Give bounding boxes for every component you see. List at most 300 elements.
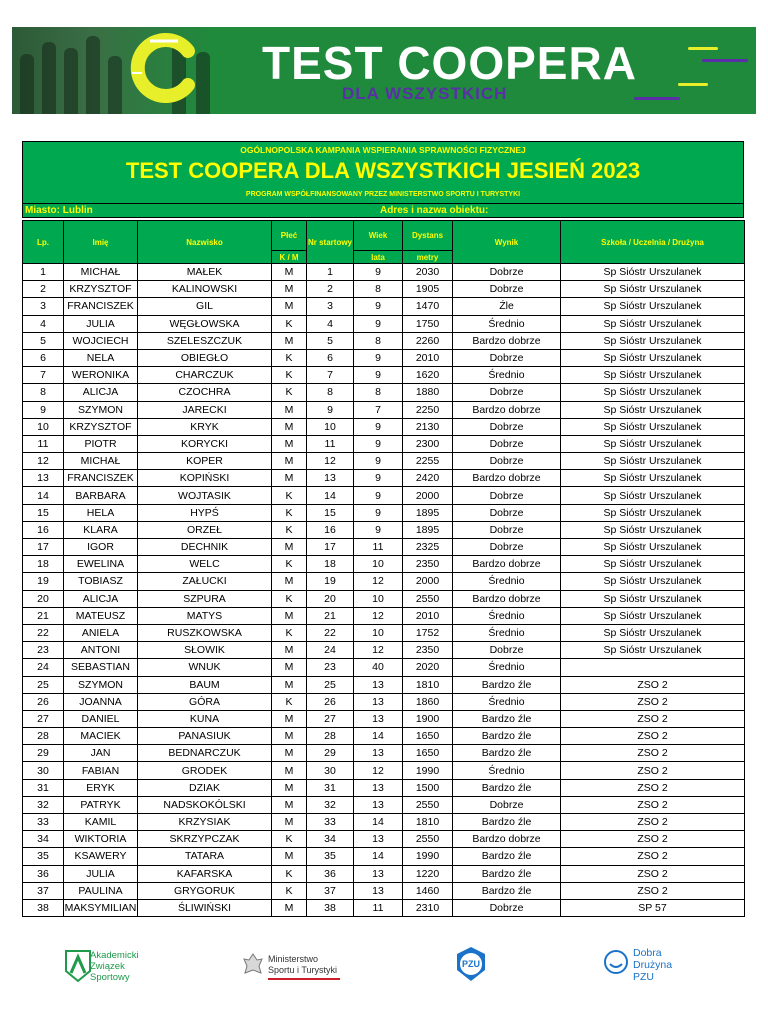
cell-wiek: 13 — [354, 693, 403, 710]
cell-imie: FRANCISZEK — [64, 470, 138, 487]
cell-lp: 2 — [23, 281, 64, 298]
cell-lp: 21 — [23, 607, 64, 624]
cell-imie: NELA — [64, 349, 138, 366]
cell-lp: 37 — [23, 882, 64, 899]
table-row — [23, 676, 745, 693]
cell-szkola: ZSO 2 — [561, 831, 745, 848]
cell-wynik: Dobrze — [453, 349, 561, 366]
cell-dystans: 1895 — [403, 504, 453, 521]
cell-plec: M — [272, 401, 307, 418]
cell-nr: 4 — [307, 315, 354, 332]
cell-dystans: 2250 — [403, 401, 453, 418]
eagle-emblem-icon — [242, 951, 264, 979]
cell-wiek: 8 — [354, 281, 403, 298]
cell-dystans: 2550 — [403, 831, 453, 848]
cell-nr: 20 — [307, 590, 354, 607]
cell-wiek: 13 — [354, 676, 403, 693]
table-row — [23, 590, 745, 607]
cell-wynik: Średnio — [453, 573, 561, 590]
cell-dystans: 2010 — [403, 349, 453, 366]
cell-wynik: Średnio — [453, 624, 561, 641]
cell-wynik: Bardzo dobrze — [453, 831, 561, 848]
col-header-wiek: Wiek — [354, 221, 403, 251]
cell-nazwisko: KOPER — [138, 453, 272, 470]
cell-plec: M — [272, 779, 307, 796]
cell-nr: 27 — [307, 710, 354, 727]
cell-lp: 33 — [23, 814, 64, 831]
cell-imie: SZYMON — [64, 401, 138, 418]
cell-wiek: 13 — [354, 710, 403, 727]
cell-nazwisko: OBIEGŁO — [138, 349, 272, 366]
cell-wiek: 9 — [354, 487, 403, 504]
cell-plec: K — [272, 624, 307, 641]
table-row — [23, 264, 745, 281]
cell-wynik: Bardzo źle — [453, 865, 561, 882]
cell-nr: 38 — [307, 899, 354, 916]
cell-plec: K — [272, 367, 307, 384]
cell-plec: M — [272, 710, 307, 727]
cell-wynik: Dobrze — [453, 264, 561, 281]
cell-plec: M — [272, 745, 307, 762]
dobra-line-1: Dobra — [633, 947, 662, 959]
table-row — [23, 762, 745, 779]
cell-wiek: 9 — [354, 521, 403, 538]
cell-wynik: Dobrze — [453, 418, 561, 435]
cell-imie: ANTONI — [64, 642, 138, 659]
cell-dystans: 1460 — [403, 882, 453, 899]
cell-imie: ALICJA — [64, 384, 138, 401]
cell-nr: 5 — [307, 332, 354, 349]
cell-imie: PAULINA — [64, 882, 138, 899]
cell-nr: 22 — [307, 624, 354, 641]
cell-szkola: Sp Sióstr Urszulanek — [561, 315, 745, 332]
azs-emblem-icon — [64, 949, 92, 983]
cell-imie: KRZYSZTOF — [64, 281, 138, 298]
cell-szkola: ZSO 2 — [561, 848, 745, 865]
cell-wiek: 13 — [354, 796, 403, 813]
table-row — [23, 624, 745, 641]
cell-lp: 20 — [23, 590, 64, 607]
cell-nr: 2 — [307, 281, 354, 298]
col-unit-wiek: lata — [354, 251, 403, 264]
cell-szkola: ZSO 2 — [561, 865, 745, 882]
cell-wiek: 40 — [354, 659, 403, 676]
cell-plec: M — [272, 418, 307, 435]
cell-szkola: SP 57 — [561, 899, 745, 916]
cell-nazwisko: WNUK — [138, 659, 272, 676]
table-row — [23, 401, 745, 418]
table-row — [23, 728, 745, 745]
cell-wiek: 11 — [354, 899, 403, 916]
cell-plec: K — [272, 882, 307, 899]
table-row — [23, 659, 745, 676]
cell-wiek: 9 — [354, 435, 403, 452]
cell-dystans: 2020 — [403, 659, 453, 676]
cell-dystans: 1810 — [403, 676, 453, 693]
cell-szkola — [561, 659, 745, 676]
cell-wiek: 12 — [354, 607, 403, 624]
cell-plec: M — [272, 676, 307, 693]
cell-wiek: 7 — [354, 401, 403, 418]
cell-imie: FABIAN — [64, 762, 138, 779]
cell-nazwisko: DECHNIK — [138, 539, 272, 556]
cell-wiek: 9 — [354, 504, 403, 521]
cell-lp: 19 — [23, 573, 64, 590]
table-row — [23, 470, 745, 487]
table-row — [23, 418, 745, 435]
cell-plec: M — [272, 281, 307, 298]
cell-plec: K — [272, 556, 307, 573]
cell-dystans: 2130 — [403, 418, 453, 435]
cell-nazwisko: KRYK — [138, 418, 272, 435]
document-header — [22, 141, 744, 204]
cell-dystans: 1220 — [403, 865, 453, 882]
cell-imie: EWELINA — [64, 556, 138, 573]
cell-szkola: Sp Sióstr Urszulanek — [561, 435, 745, 452]
cell-imie: PIOTR — [64, 435, 138, 452]
cell-dystans: 1990 — [403, 848, 453, 865]
col-unit-dystans: metry — [403, 251, 453, 264]
cell-nr: 35 — [307, 848, 354, 865]
cell-plec: K — [272, 504, 307, 521]
cell-dystans: 2550 — [403, 796, 453, 813]
cell-dystans: 2000 — [403, 487, 453, 504]
header-banner — [12, 27, 756, 114]
cell-imie: JULIA — [64, 865, 138, 882]
cell-plec: M — [272, 607, 307, 624]
banner-title: TEST COOPERA — [262, 37, 637, 89]
cell-dystans: 1650 — [403, 745, 453, 762]
cell-lp: 25 — [23, 676, 64, 693]
cell-imie: KRZYSZTOF — [64, 418, 138, 435]
cell-nr: 32 — [307, 796, 354, 813]
cell-lp: 13 — [23, 470, 64, 487]
cell-nr: 9 — [307, 401, 354, 418]
cell-dystans: 1650 — [403, 728, 453, 745]
cell-nr: 8 — [307, 384, 354, 401]
cell-nazwisko: GRODEK — [138, 762, 272, 779]
cell-szkola: Sp Sióstr Urszulanek — [561, 264, 745, 281]
cell-wynik: Średnio — [453, 607, 561, 624]
cell-szkola: Sp Sióstr Urszulanek — [561, 332, 745, 349]
table-row — [23, 710, 745, 727]
cell-szkola: Sp Sióstr Urszulanek — [561, 384, 745, 401]
cell-dystans: 1900 — [403, 710, 453, 727]
ministry-line-2: Sportu i Turystyki — [268, 965, 338, 975]
cell-szkola: Sp Sióstr Urszulanek — [561, 590, 745, 607]
col-header-nazwisko: Nazwisko — [138, 221, 272, 264]
cell-szkola: Sp Sióstr Urszulanek — [561, 539, 745, 556]
cell-imie: ANIELA — [64, 624, 138, 641]
cell-lp: 26 — [23, 693, 64, 710]
cell-imie: PATRYK — [64, 796, 138, 813]
table-row — [23, 298, 745, 315]
cell-lp: 1 — [23, 264, 64, 281]
cell-szkola: ZSO 2 — [561, 796, 745, 813]
campaign-text: OGÓLNOPOLSKA KAMPANIA WSPIERANIA SPRAWNOŚCI FIZYCZNEJ — [240, 145, 526, 155]
cell-dystans: 1880 — [403, 384, 453, 401]
cell-plec: M — [272, 848, 307, 865]
decor-line — [702, 59, 748, 62]
cell-plec: M — [272, 762, 307, 779]
table-row — [23, 453, 745, 470]
smile-icon — [603, 949, 629, 975]
cell-wynik: Bardzo źle — [453, 814, 561, 831]
cell-wynik: Bardzo źle — [453, 710, 561, 727]
cell-lp: 11 — [23, 435, 64, 452]
cell-dystans: 2300 — [403, 435, 453, 452]
cell-wynik: Bardzo źle — [453, 779, 561, 796]
cell-nazwisko: KAFARSKA — [138, 865, 272, 882]
cell-lp: 12 — [23, 453, 64, 470]
cell-nazwisko: DZIAK — [138, 779, 272, 796]
cell-szkola: Sp Sióstr Urszulanek — [561, 470, 745, 487]
cell-lp: 5 — [23, 332, 64, 349]
cell-plec: K — [272, 349, 307, 366]
col-header-lp: Lp. — [23, 221, 64, 264]
table-row — [23, 487, 745, 504]
cell-imie: IGOR — [64, 539, 138, 556]
ministry-line-1: Ministerstwo — [268, 954, 319, 964]
pzu-logo — [452, 945, 492, 985]
cell-szkola: Sp Sióstr Urszulanek — [561, 367, 745, 384]
cell-nazwisko: MAŁEK — [138, 264, 272, 281]
cell-wynik: Bardzo źle — [453, 728, 561, 745]
cell-wiek: 10 — [354, 590, 403, 607]
cell-lp: 27 — [23, 710, 64, 727]
cell-lp: 15 — [23, 504, 64, 521]
table-row — [23, 865, 745, 882]
cell-wynik: Dobrze — [453, 539, 561, 556]
cell-plec: M — [272, 453, 307, 470]
cell-plec: M — [272, 298, 307, 315]
col-header-imie: Imię — [64, 221, 138, 264]
cell-dystans: 1752 — [403, 624, 453, 641]
cell-dystans: 2350 — [403, 642, 453, 659]
cell-lp: 23 — [23, 642, 64, 659]
cell-nr: 10 — [307, 418, 354, 435]
cell-wynik: Średnio — [453, 367, 561, 384]
cell-plec: M — [272, 728, 307, 745]
cell-nazwisko: RUSZKOWSKA — [138, 624, 272, 641]
cell-nr: 21 — [307, 607, 354, 624]
cell-dystans: 2550 — [403, 590, 453, 607]
cell-wynik: Dobrze — [453, 453, 561, 470]
table-row — [23, 796, 745, 813]
cell-plec: M — [272, 796, 307, 813]
cell-nr: 15 — [307, 504, 354, 521]
cell-nr: 12 — [307, 453, 354, 470]
cell-nazwisko: PANASIUK — [138, 728, 272, 745]
cell-nr: 11 — [307, 435, 354, 452]
c-logo-icon — [130, 33, 200, 103]
cell-szkola: Sp Sióstr Urszulanek — [561, 298, 745, 315]
cell-nazwisko: KALINOWSKI — [138, 281, 272, 298]
table-row — [23, 504, 745, 521]
cell-wynik: Dobrze — [453, 521, 561, 538]
cell-plec: M — [272, 539, 307, 556]
cell-imie: TOBIASZ — [64, 573, 138, 590]
cell-szkola: ZSO 2 — [561, 676, 745, 693]
cell-wynik: Bardzo dobrze — [453, 332, 561, 349]
cell-nazwisko: GÓRA — [138, 693, 272, 710]
cell-wynik: Bardzo źle — [453, 882, 561, 899]
cell-plec: K — [272, 590, 307, 607]
azs-line-3: Sportowy — [90, 972, 130, 983]
cell-imie: KAMIL — [64, 814, 138, 831]
cell-nazwisko: KOPIŃSKI — [138, 470, 272, 487]
cell-nr: 24 — [307, 642, 354, 659]
cell-lp: 10 — [23, 418, 64, 435]
cell-wynik: Dobrze — [453, 504, 561, 521]
cell-imie: SZYMON — [64, 676, 138, 693]
col-header-nr: Nr startowy — [307, 221, 354, 264]
cell-wiek: 9 — [354, 418, 403, 435]
cell-nr: 16 — [307, 521, 354, 538]
azs-logo — [64, 945, 174, 985]
cell-plec: M — [272, 642, 307, 659]
cell-nazwisko: CHARCZUK — [138, 367, 272, 384]
cell-szkola: ZSO 2 — [561, 882, 745, 899]
cell-plec: K — [272, 384, 307, 401]
cell-wynik: Dobrze — [453, 281, 561, 298]
table-row — [23, 281, 745, 298]
cell-nazwisko: TATARA — [138, 848, 272, 865]
cell-wiek: 13 — [354, 831, 403, 848]
cell-imie: JULIA — [64, 315, 138, 332]
cell-wiek: 9 — [354, 349, 403, 366]
cell-lp: 14 — [23, 487, 64, 504]
cell-plec: M — [272, 264, 307, 281]
decor-line — [634, 97, 680, 100]
cell-lp: 36 — [23, 865, 64, 882]
cell-nr: 1 — [307, 264, 354, 281]
cell-nazwisko: BEDNARCZUK — [138, 745, 272, 762]
cell-nazwisko: WOJTASIK — [138, 487, 272, 504]
cell-lp: 35 — [23, 848, 64, 865]
table-row — [23, 814, 745, 831]
cell-nazwisko: WĘGŁOWSKA — [138, 315, 272, 332]
dobra-druzyna-logo — [603, 945, 703, 985]
cell-szkola: Sp Sióstr Urszulanek — [561, 642, 745, 659]
table-row — [23, 899, 745, 916]
cell-imie: DANIEL — [64, 710, 138, 727]
cell-dystans: 2000 — [403, 573, 453, 590]
cell-dystans: 1810 — [403, 814, 453, 831]
cell-nr: 17 — [307, 539, 354, 556]
table-row — [23, 693, 745, 710]
cell-lp: 9 — [23, 401, 64, 418]
cell-szkola: Sp Sióstr Urszulanek — [561, 453, 745, 470]
cell-nr: 25 — [307, 676, 354, 693]
cell-wynik: Dobrze — [453, 796, 561, 813]
cell-szkola: ZSO 2 — [561, 710, 745, 727]
cell-nr: 28 — [307, 728, 354, 745]
cell-nazwisko: KRZYSIAK — [138, 814, 272, 831]
cell-nazwisko: HYPŚ — [138, 504, 272, 521]
cell-wiek: 9 — [354, 470, 403, 487]
cell-nazwisko: GRYGORUK — [138, 882, 272, 899]
table-row — [23, 435, 745, 452]
azs-line-2: Związek — [90, 961, 125, 972]
cell-wiek: 11 — [354, 539, 403, 556]
cell-szkola: Sp Sióstr Urszulanek — [561, 418, 745, 435]
cell-wiek: 9 — [354, 453, 403, 470]
cell-dystans: 2420 — [403, 470, 453, 487]
col-header-szkola: Szkoła / Uczelnia / Drużyna — [561, 221, 745, 264]
cell-wiek: 8 — [354, 332, 403, 349]
cell-nazwisko: BAUM — [138, 676, 272, 693]
cell-nazwisko: KORYCKI — [138, 435, 272, 452]
cell-nr: 30 — [307, 762, 354, 779]
cell-wiek: 14 — [354, 814, 403, 831]
cell-lp: 18 — [23, 556, 64, 573]
cell-imie: ERYK — [64, 779, 138, 796]
cell-wiek: 12 — [354, 573, 403, 590]
cell-szkola: Sp Sióstr Urszulanek — [561, 401, 745, 418]
cell-plec: M — [272, 332, 307, 349]
cell-lp: 29 — [23, 745, 64, 762]
cell-wiek: 8 — [354, 384, 403, 401]
table-row — [23, 539, 745, 556]
cell-imie: JAN — [64, 745, 138, 762]
cell-plec: M — [272, 899, 307, 916]
ministry-underline — [268, 978, 340, 980]
cell-szkola: Sp Sióstr Urszulanek — [561, 487, 745, 504]
cell-plec: M — [272, 435, 307, 452]
cell-szkola: ZSO 2 — [561, 762, 745, 779]
col-header-wynik: Wynik — [453, 221, 561, 264]
cell-wynik: Bardzo dobrze — [453, 401, 561, 418]
cell-nr: 34 — [307, 831, 354, 848]
cell-lp: 6 — [23, 349, 64, 366]
cell-imie: WIKTORIA — [64, 831, 138, 848]
cell-nazwisko: SZPURA — [138, 590, 272, 607]
cell-lp: 3 — [23, 298, 64, 315]
cell-wynik: Dobrze — [453, 642, 561, 659]
cell-szkola: Sp Sióstr Urszulanek — [561, 607, 745, 624]
table-row — [23, 349, 745, 366]
cell-lp: 8 — [23, 384, 64, 401]
cell-wynik: Bardzo źle — [453, 745, 561, 762]
cell-wiek: 13 — [354, 745, 403, 762]
cell-dystans: 1620 — [403, 367, 453, 384]
cell-wynik: Średnio — [453, 659, 561, 676]
cell-wynik: Bardzo dobrze — [453, 470, 561, 487]
cell-dystans: 1470 — [403, 298, 453, 315]
col-unit-plec: K / M — [272, 251, 307, 264]
cell-lp: 4 — [23, 315, 64, 332]
cell-nr: 6 — [307, 349, 354, 366]
cell-imie: WERONIKA — [64, 367, 138, 384]
cell-nr: 18 — [307, 556, 354, 573]
cell-plec: K — [272, 865, 307, 882]
cell-wynik: Średnio — [453, 693, 561, 710]
cell-imie: ALICJA — [64, 590, 138, 607]
cell-nr: 36 — [307, 865, 354, 882]
table-row — [23, 831, 745, 848]
cell-lp: 34 — [23, 831, 64, 848]
dobra-line-2: Drużyna — [633, 959, 673, 971]
cell-wiek: 10 — [354, 624, 403, 641]
cell-lp: 32 — [23, 796, 64, 813]
col-header-dystans: Dystans — [403, 221, 453, 251]
cell-wynik: Bardzo dobrze — [453, 590, 561, 607]
cell-szkola: Sp Sióstr Urszulanek — [561, 556, 745, 573]
cell-lp: 16 — [23, 521, 64, 538]
cell-szkola: ZSO 2 — [561, 779, 745, 796]
cell-szkola: ZSO 2 — [561, 745, 745, 762]
